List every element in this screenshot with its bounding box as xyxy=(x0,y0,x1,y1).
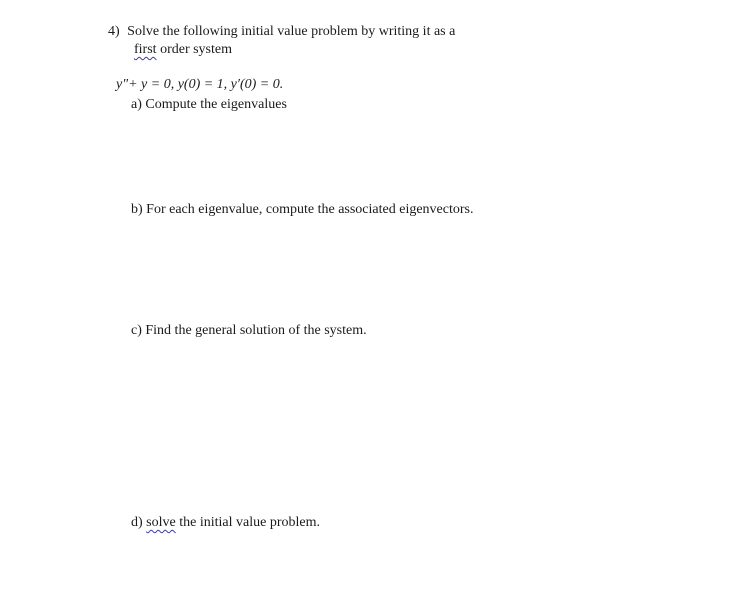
part-c-question: c) Find the general solution of the system. xyxy=(131,323,367,338)
problem-intro-line2 xyxy=(134,42,232,58)
part-d-question xyxy=(131,515,320,531)
problem-number: 4) xyxy=(108,24,120,39)
spelling-flag-first: first xyxy=(134,42,157,57)
part-b-question: b) For each eigenvalue, compute the associated eigenvectors. xyxy=(131,202,474,217)
part-d-prefix: d) xyxy=(131,515,147,530)
part-d-rest: the initial value problem. xyxy=(175,515,320,530)
problem-intro-line1: Solve the following initial value problem by writing it as a xyxy=(127,24,456,39)
spelling-flag-solve: solve xyxy=(146,515,176,530)
problem-header-line xyxy=(108,24,455,40)
intro-line2-rest: order system xyxy=(156,42,232,57)
part-a-question: a) Compute the eigenvalues xyxy=(131,97,287,112)
ode-equation: y"+ y = 0, y(0) = 1, y′(0) = 0. xyxy=(116,77,284,92)
